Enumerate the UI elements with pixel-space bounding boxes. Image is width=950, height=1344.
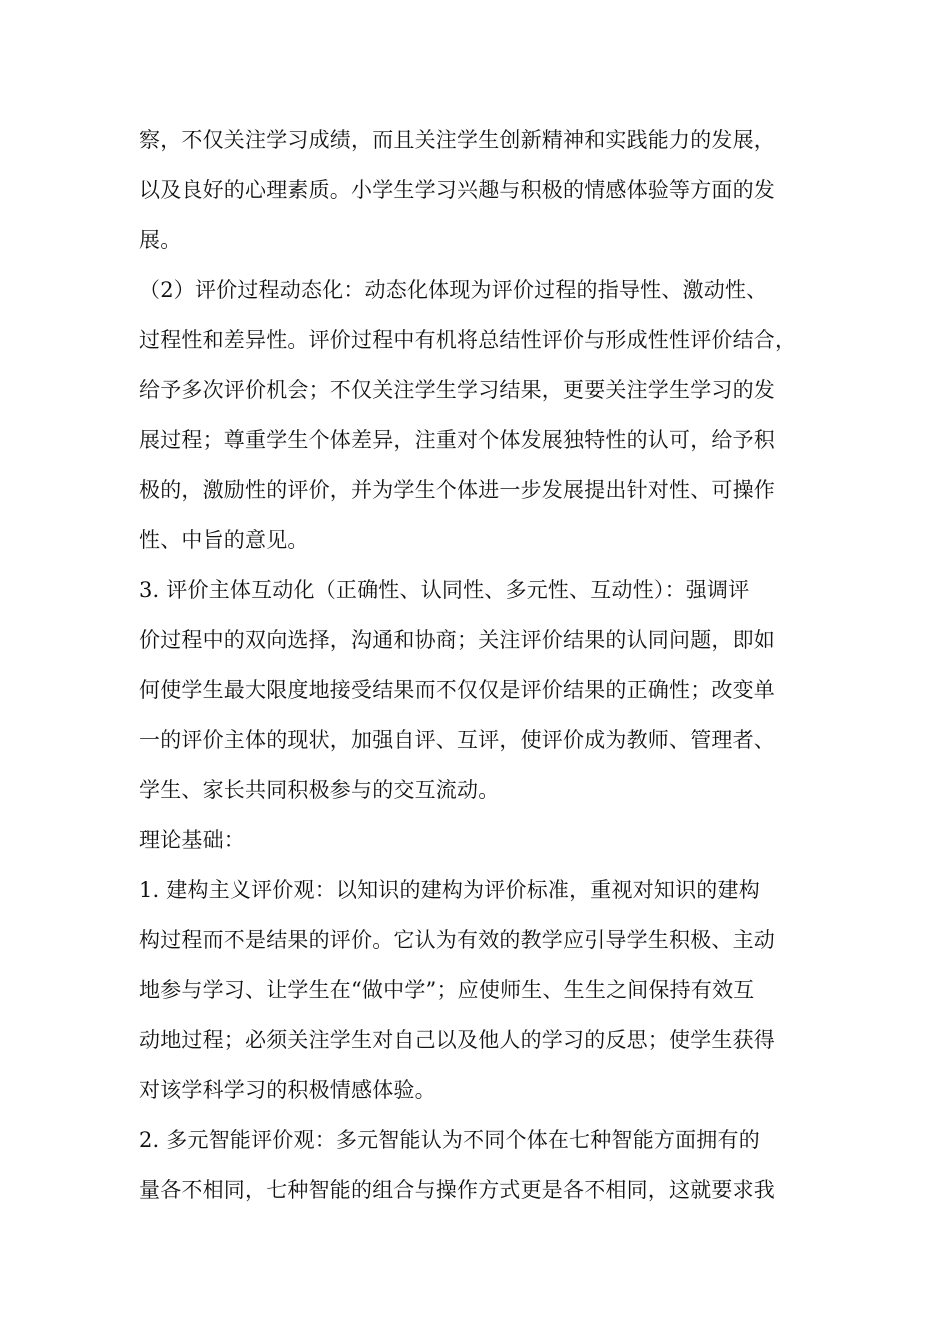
- text-line: 对该学科学习的积极情感体验。: [139, 1078, 436, 1102]
- text-line: 以及良好的心理素质。小学生学习兴趣与积极的情感体验等方面的发: [139, 178, 775, 202]
- text-line: 性、中旨的意见。: [139, 528, 309, 552]
- text-line: 量各不相同，七种智能的组合与操作方式更是各不相同，这就要求我: [139, 1178, 775, 1202]
- text-line: 何使学生最大限度地接受结果而不仅仅是评价结果的正确性；改变单: [139, 678, 775, 702]
- text-line: 察，不仅关注学习成绩，而且关注学生创新精神和实践能力的发展，: [139, 128, 775, 152]
- text-line: 过程性和差异性。评价过程中有机将总结性评价与形成性性评价结合，: [139, 328, 797, 352]
- text-line: 一的评价主体的现状，加强自评、互评，使评价成为教师、管理者、: [139, 728, 775, 752]
- text-line: 3. 评价主体互动化（正确性、认同性、多元性、互动性）：强调评: [139, 578, 750, 602]
- text-line: 展过程；尊重学生个体差异，注重对个体发展独特性的认可，给予积: [139, 428, 775, 452]
- text-line: 价过程中的双向选择，沟通和协商；关注评价结果的认同问题，即如: [139, 628, 775, 652]
- text-line: 给予多次评价机会；不仅关注学生学习结果，更要关注学生学习的发: [139, 378, 775, 402]
- text-line: 学生、家长共同积极参与的交互流动。: [139, 778, 500, 802]
- text-line: 构过程而不是结果的评价。它认为有效的教学应引导学生积极、主动: [139, 928, 775, 952]
- text-line: 理论基础：: [139, 828, 245, 852]
- text-line: 1. 建构主义评价观：以知识的建构为评价标准，重视对知识的建构: [139, 878, 760, 902]
- text-line: 地参与学习、让学生在“做中学”；应使师生、生生之间保持有效互: [139, 978, 755, 1002]
- text-line: 展。: [139, 228, 182, 252]
- text-line: 极的，激励性的评价，并为学生个体进一步发展提出针对性、可操作: [139, 478, 775, 502]
- text-line: （2）评价过程动态化：动态化体现为评价过程的指导性、激动性、: [139, 278, 768, 302]
- text-line: 动地过程；必须关注学生对自己以及他人的学习的反思；使学生获得: [139, 1028, 775, 1052]
- text-line: 2. 多元智能评价观：多元智能认为不同个体在七种智能方面拥有的: [139, 1128, 760, 1152]
